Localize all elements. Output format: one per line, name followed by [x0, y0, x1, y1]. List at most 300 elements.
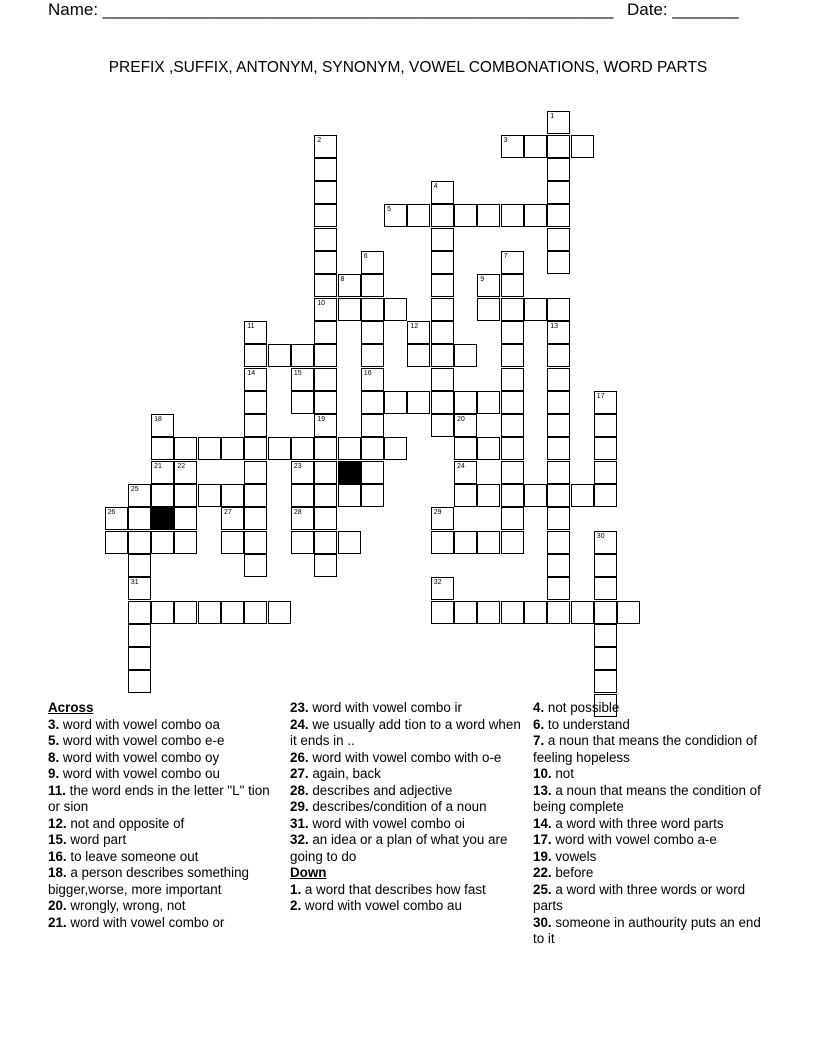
clue-number: 17: [596, 392, 605, 400]
grid-cell[interactable]: [128, 647, 151, 670]
clue-number: 22: [177, 462, 186, 470]
grid-cell[interactable]: [594, 437, 617, 460]
grid-cell[interactable]: [151, 461, 174, 484]
clue-item-number: 4.: [533, 700, 545, 715]
clue-number: 32: [433, 579, 442, 587]
clue-item-text: word with vowel combo ou: [59, 766, 220, 781]
grid-cell[interactable]: [291, 531, 314, 554]
grid-cell[interactable]: [314, 368, 337, 391]
clue-item-number: 23.: [290, 700, 309, 715]
grid-cell[interactable]: [244, 461, 267, 484]
grid-cell[interactable]: [524, 484, 547, 507]
clue-number: 14: [247, 369, 256, 377]
grid-cell[interactable]: [291, 368, 314, 391]
grid-cell[interactable]: [314, 414, 337, 437]
grid-cell[interactable]: [454, 484, 477, 507]
grid-cell[interactable]: [431, 601, 454, 624]
grid-cell[interactable]: [547, 391, 570, 414]
grid-cell[interactable]: [151, 414, 174, 437]
clue-number: 19: [317, 416, 325, 424]
clue-item-number: 21.: [48, 914, 67, 930]
clue-number: 21: [154, 462, 162, 470]
grid-cell[interactable]: [384, 298, 407, 321]
grid-cell[interactable]: [268, 344, 291, 367]
grid-cell[interactable]: [314, 251, 337, 274]
grid-cell[interactable]: [477, 437, 500, 460]
grid-cell[interactable]: [361, 251, 384, 274]
clue-item-text: a word with three words or word parts: [533, 881, 746, 913]
grid-cell[interactable]: [501, 204, 524, 227]
grid-cell[interactable]: [174, 507, 197, 530]
grid-cell[interactable]: [128, 554, 151, 577]
grid-cell[interactable]: [268, 601, 291, 624]
clue-item-number: 26.: [290, 749, 309, 765]
grid-cell[interactable]: [244, 484, 267, 507]
grid-cell[interactable]: [594, 414, 617, 437]
grid-cell[interactable]: [594, 391, 617, 414]
grid-cell[interactable]: [338, 531, 361, 554]
grid-cell[interactable]: [431, 181, 454, 204]
grid-cell[interactable]: [174, 601, 197, 624]
clue-item-text: an idea or a plan of what you are going to do: [290, 832, 508, 864]
grid-cell[interactable]: [431, 344, 454, 367]
grid-cell[interactable]: [221, 531, 244, 554]
grid-cell[interactable]: [501, 484, 524, 507]
clue-item-number: 14.: [533, 815, 552, 831]
grid-cell[interactable]: [361, 368, 384, 391]
grid-cell[interactable]: [431, 531, 454, 554]
clue-item-number: 12.: [48, 815, 67, 831]
grid-cell[interactable]: [314, 391, 337, 414]
grid-cell[interactable]: [547, 368, 570, 391]
clue-item-number: 28.: [290, 782, 309, 798]
grid-cell[interactable]: [547, 601, 570, 624]
clue-number: 24: [457, 462, 465, 470]
clue-item: [290, 766, 522, 783]
clue-number: 20: [457, 416, 465, 424]
grid-cell[interactable]: [547, 484, 570, 507]
clue-item-number: 2.: [290, 898, 302, 913]
grid-cell[interactable]: [454, 437, 477, 460]
clue-item-number: 10.: [533, 766, 552, 781]
grid-cell[interactable]: [291, 391, 314, 414]
grid-cell[interactable]: [221, 601, 244, 624]
grid-cell[interactable]: [338, 484, 361, 507]
grid-cell[interactable]: [291, 461, 314, 484]
grid-cell[interactable]: [477, 484, 500, 507]
clue-item: [533, 816, 763, 833]
grid-cell[interactable]: [291, 344, 314, 367]
grid-cell[interactable]: [198, 484, 221, 507]
grid-cell[interactable]: [501, 601, 524, 624]
clue-item: [533, 783, 763, 816]
grid-cell[interactable]: [361, 391, 384, 414]
grid-cell[interactable]: [221, 437, 244, 460]
grid-cell[interactable]: [501, 531, 524, 554]
grid-cell[interactable]: [128, 577, 151, 600]
clue-item: [48, 915, 280, 932]
clue-item: [48, 766, 280, 783]
grid-cell[interactable]: [244, 344, 267, 367]
clue-item: [533, 733, 763, 766]
grid-cell[interactable]: [244, 531, 267, 554]
clue-item: [290, 816, 522, 833]
clue-item: [533, 849, 763, 866]
clue-item: [48, 865, 280, 898]
clue-item-text: not possible: [544, 700, 620, 715]
grid-cell[interactable]: [244, 601, 267, 624]
grid-cell[interactable]: [384, 391, 407, 414]
clue-number: 31: [130, 579, 139, 587]
grid-cell[interactable]: [547, 531, 570, 554]
grid-cell[interactable]: [314, 181, 337, 204]
grid-cell[interactable]: [501, 461, 524, 484]
grid-cell[interactable]: [594, 484, 617, 507]
grid-cell[interactable]: [361, 298, 384, 321]
clue-item: [290, 700, 522, 717]
clue-item: [533, 717, 763, 734]
clue-item-text: word with vowel combo ir: [308, 700, 462, 715]
clue-item-number: 18.: [48, 865, 67, 880]
name-field[interactable]: Name: ______________________________________________________: [48, 0, 614, 19]
grid-cell[interactable]: [594, 647, 617, 670]
grid-cell[interactable]: [594, 601, 617, 624]
clue-number: 25: [130, 486, 139, 493]
clue-item: [290, 882, 522, 899]
clue-item-text: a word that describes how fast: [301, 881, 486, 897]
clue-item-text: word with vowel combo a-e: [551, 832, 717, 847]
grid-cell[interactable]: [314, 461, 337, 484]
clue-item: [290, 783, 522, 800]
grid-cell[interactable]: [338, 274, 361, 297]
grid-cell[interactable]: [547, 554, 570, 577]
grid-cell[interactable]: [501, 437, 524, 460]
clue-number: 5: [387, 206, 391, 214]
grid-cell[interactable]: [501, 368, 524, 391]
clue-number: 23: [293, 462, 302, 470]
grid-cell[interactable]: [571, 601, 594, 624]
clue-item-number: 11.: [48, 782, 66, 798]
grid-cell[interactable]: [128, 601, 151, 624]
clue-item-number: 13.: [533, 782, 552, 798]
grid-cell[interactable]: [151, 531, 174, 554]
grid-cell[interactable]: [477, 274, 500, 297]
grid-cell[interactable]: [314, 158, 337, 181]
clue-number: 8: [340, 276, 345, 284]
grid-cell[interactable]: [221, 507, 244, 530]
grid-cell[interactable]: [151, 437, 174, 460]
clue-item: [48, 733, 280, 750]
clue-item: [533, 865, 763, 882]
date-field[interactable]: Date: _______: [627, 0, 739, 19]
grid-cell[interactable]: [105, 507, 128, 530]
grid-cell[interactable]: [314, 204, 337, 227]
grid-cell[interactable]: [547, 181, 570, 204]
grid-cell[interactable]: [314, 274, 337, 297]
clue-item: [290, 717, 522, 750]
grid-cell[interactable]: [338, 437, 361, 460]
clue-number: 3: [503, 136, 508, 144]
clue-item-number: 22.: [533, 865, 552, 880]
grid-cell[interactable]: [314, 484, 337, 507]
clue-item: [533, 882, 763, 915]
grid-cell[interactable]: [314, 437, 337, 460]
grid-cell[interactable]: [314, 321, 337, 344]
clue-number: 30: [596, 532, 605, 540]
clue-item-number: 3.: [48, 716, 60, 732]
clue-item-text: a noun that means the condition of being complete: [533, 782, 761, 814]
grid-cell[interactable]: [361, 437, 384, 460]
grid-cell[interactable]: [431, 321, 454, 344]
clue-number: 4: [433, 183, 438, 191]
grid-cell[interactable]: [454, 461, 477, 484]
grid-cell[interactable]: [547, 321, 570, 344]
clue-item-text: again, back: [308, 766, 381, 781]
grid-cell[interactable]: [431, 298, 454, 321]
clue-item-text: a noun that means the condidion of feeling hopeless: [533, 733, 758, 765]
clue-item-number: 6.: [533, 716, 545, 732]
grid-cell[interactable]: [174, 461, 197, 484]
clue-column-1: [48, 700, 280, 931]
clue-item-text: to leave someone out: [66, 848, 199, 864]
grid-cell[interactable]: [454, 204, 477, 227]
grid-cell[interactable]: [547, 228, 570, 251]
clue-item: [533, 915, 763, 948]
grid-cell[interactable]: [594, 624, 617, 647]
grid-cell[interactable]: [524, 601, 547, 624]
clue-item: [290, 832, 522, 865]
clue-item-text: word with vowel combo e-e: [59, 733, 225, 748]
grid-cell[interactable]: [431, 274, 454, 297]
grid-cell[interactable]: [501, 135, 524, 158]
grid-cell[interactable]: [477, 531, 500, 554]
clue-number: 11: [247, 322, 255, 330]
grid-cell[interactable]: [314, 298, 337, 321]
clue-item: [48, 750, 280, 767]
clue-column-3: [533, 700, 763, 948]
grid-cell[interactable]: [105, 531, 128, 554]
clue-item-text: someone in authourity puts an end to it: [533, 914, 761, 946]
grid-cell[interactable]: [128, 484, 151, 507]
grid-cell[interactable]: [524, 204, 547, 227]
grid-cell[interactable]: [244, 391, 267, 414]
grid-cell[interactable]: [501, 298, 524, 321]
grid-cell[interactable]: [547, 298, 570, 321]
grid-cell[interactable]: [407, 321, 430, 344]
clue-item-text: word with vowel combo oi: [308, 815, 465, 831]
grid-cell[interactable]: [221, 484, 244, 507]
grid-cell[interactable]: [151, 601, 174, 624]
grid-cell[interactable]: [454, 344, 477, 367]
grid-cell[interactable]: [314, 135, 337, 158]
grid-cell[interactable]: [314, 344, 337, 367]
grid-cell[interactable]: [571, 135, 594, 158]
clue-item-text: not: [551, 766, 574, 781]
clue-item: [533, 832, 763, 849]
clue-item-text: word with vowel combo oy: [59, 749, 220, 765]
grid-cell[interactable]: [594, 461, 617, 484]
grid-cell[interactable]: [477, 204, 500, 227]
grid-cell[interactable]: [617, 601, 640, 624]
grid-cell[interactable]: [547, 461, 570, 484]
grid-cell[interactable]: [477, 601, 500, 624]
clue-item-text: word with vowel combo oa: [59, 716, 220, 732]
grid-cell[interactable]: [547, 414, 570, 437]
grid-cell[interactable]: [547, 158, 570, 181]
grid-cell[interactable]: [314, 531, 337, 554]
grid-cell[interactable]: [268, 437, 291, 460]
clue-item-number: 7.: [533, 733, 545, 748]
grid-cell[interactable]: [244, 507, 267, 530]
grid-cell[interactable]: [128, 670, 151, 693]
grid-cell[interactable]: [524, 135, 547, 158]
clue-number: 18: [154, 416, 162, 424]
clue-item-number: 1.: [290, 881, 302, 897]
grid-cell[interactable]: [174, 437, 197, 460]
grid-cell[interactable]: [361, 344, 384, 367]
black-square: [338, 461, 361, 484]
grid-cell[interactable]: [407, 391, 430, 414]
clue-item-number: 5.: [48, 733, 60, 748]
clue-number: 9: [480, 276, 485, 284]
clue-item-text: word part: [66, 832, 127, 847]
grid-cell[interactable]: [431, 507, 454, 530]
grid-cell[interactable]: [431, 251, 454, 274]
grid-cell[interactable]: [594, 554, 617, 577]
clue-item: [48, 832, 280, 849]
grid-cell[interactable]: [128, 507, 151, 530]
grid-cell[interactable]: [361, 461, 384, 484]
grid-cell[interactable]: [174, 484, 197, 507]
grid-cell[interactable]: [547, 135, 570, 158]
grid-cell[interactable]: [338, 298, 361, 321]
grid-cell[interactable]: [594, 670, 617, 693]
grid-cell[interactable]: [594, 531, 617, 554]
grid-cell[interactable]: [501, 391, 524, 414]
grid-cell[interactable]: [407, 344, 430, 367]
grid-cell[interactable]: [291, 507, 314, 530]
grid-cell[interactable]: [501, 414, 524, 437]
grid-cell[interactable]: [547, 344, 570, 367]
clue-item: [48, 849, 280, 866]
grid-cell[interactable]: [431, 204, 454, 227]
grid-cell[interactable]: [454, 601, 477, 624]
grid-cell[interactable]: [431, 414, 454, 437]
grid-cell[interactable]: [244, 414, 267, 437]
grid-cell[interactable]: [594, 577, 617, 600]
clue-item-text: vowels: [551, 848, 597, 864]
grid-cell[interactable]: [407, 204, 430, 227]
clue-number: 13: [550, 322, 558, 330]
clue-item: [290, 750, 522, 767]
grid-cell[interactable]: [547, 204, 570, 227]
clue-item: [533, 766, 763, 783]
grid-cell[interactable]: [361, 484, 384, 507]
clue-item-number: 19.: [533, 848, 552, 864]
clue-number: 2: [317, 136, 322, 144]
grid-cell[interactable]: [431, 228, 454, 251]
grid-cell[interactable]: [384, 204, 407, 227]
grid-cell[interactable]: [431, 577, 454, 600]
grid-cell[interactable]: [384, 437, 407, 460]
grid-cell[interactable]: [524, 298, 547, 321]
clue-number: 12: [410, 322, 419, 330]
clue-item: [48, 717, 280, 734]
across-heading: Across: [48, 700, 94, 715]
clue-number: 10: [317, 299, 325, 307]
grid-cell[interactable]: [454, 414, 477, 437]
grid-cell[interactable]: [314, 228, 337, 251]
grid-cell[interactable]: [314, 507, 337, 530]
clue-item-text: before: [551, 865, 594, 880]
clue-number: 26: [107, 509, 116, 517]
grid-cell[interactable]: [501, 507, 524, 530]
grid-cell[interactable]: [128, 624, 151, 647]
grid-cell[interactable]: [431, 391, 454, 414]
clue-item-number: 15.: [48, 832, 67, 847]
clue-item-number: 16.: [48, 848, 67, 864]
grid-cell[interactable]: [314, 554, 337, 577]
grid-cell[interactable]: [454, 531, 477, 554]
grid-cell[interactable]: [547, 251, 570, 274]
grid-cell[interactable]: [361, 414, 384, 437]
grid-cell[interactable]: [501, 344, 524, 367]
grid-cell[interactable]: [128, 531, 151, 554]
clue-item: [48, 816, 280, 833]
grid-cell[interactable]: [291, 484, 314, 507]
grid-cell[interactable]: [244, 437, 267, 460]
grid-cell[interactable]: [198, 601, 221, 624]
down-heading: Down: [290, 865, 327, 880]
clue-item-number: 8.: [48, 749, 60, 765]
grid-cell[interactable]: [477, 298, 500, 321]
clue-item-number: 30.: [533, 914, 552, 930]
grid-cell[interactable]: [454, 391, 477, 414]
clue-item-number: 27.: [290, 766, 309, 781]
clue-item-number: 20.: [48, 898, 67, 913]
clue-item-text: not and opposite of: [66, 815, 185, 831]
grid-cell[interactable]: [547, 437, 570, 460]
clue-item-text: we usually add tion to a word when it ends in ..: [290, 716, 521, 748]
clue-item-text: word with vowel combo with o-e: [308, 749, 502, 765]
grid-cell[interactable]: [501, 251, 524, 274]
clue-number: 27: [224, 509, 232, 517]
grid-cell[interactable]: [571, 484, 594, 507]
clue-item-text: describes/condition of a noun: [308, 799, 487, 814]
grid-cell[interactable]: [501, 274, 524, 297]
grid-cell[interactable]: [244, 554, 267, 577]
clue-item-text: wrongly, wrong, not: [66, 898, 186, 913]
grid-cell[interactable]: [361, 321, 384, 344]
grid-cell[interactable]: [291, 437, 314, 460]
grid-cell[interactable]: [244, 368, 267, 391]
clue-item-text: word with vowel combo or: [66, 914, 225, 930]
grid-cell[interactable]: [431, 368, 454, 391]
clue-column-2: [290, 700, 522, 915]
grid-cell[interactable]: [547, 577, 570, 600]
grid-cell[interactable]: [477, 391, 500, 414]
page-title: PREFIX ,SUFFIX, ANTONYM, SYNONYM, VOWEL COMBONATIONS, WORD PARTS: [108, 59, 708, 76]
grid-cell[interactable]: [547, 111, 570, 134]
grid-cell[interactable]: [361, 274, 384, 297]
grid-cell[interactable]: [244, 321, 267, 344]
grid-cell[interactable]: [151, 484, 174, 507]
grid-cell[interactable]: [174, 531, 197, 554]
black-square: [151, 507, 174, 530]
grid-cell[interactable]: [501, 321, 524, 344]
grid-cell[interactable]: [547, 507, 570, 530]
grid-cell[interactable]: [198, 437, 221, 460]
